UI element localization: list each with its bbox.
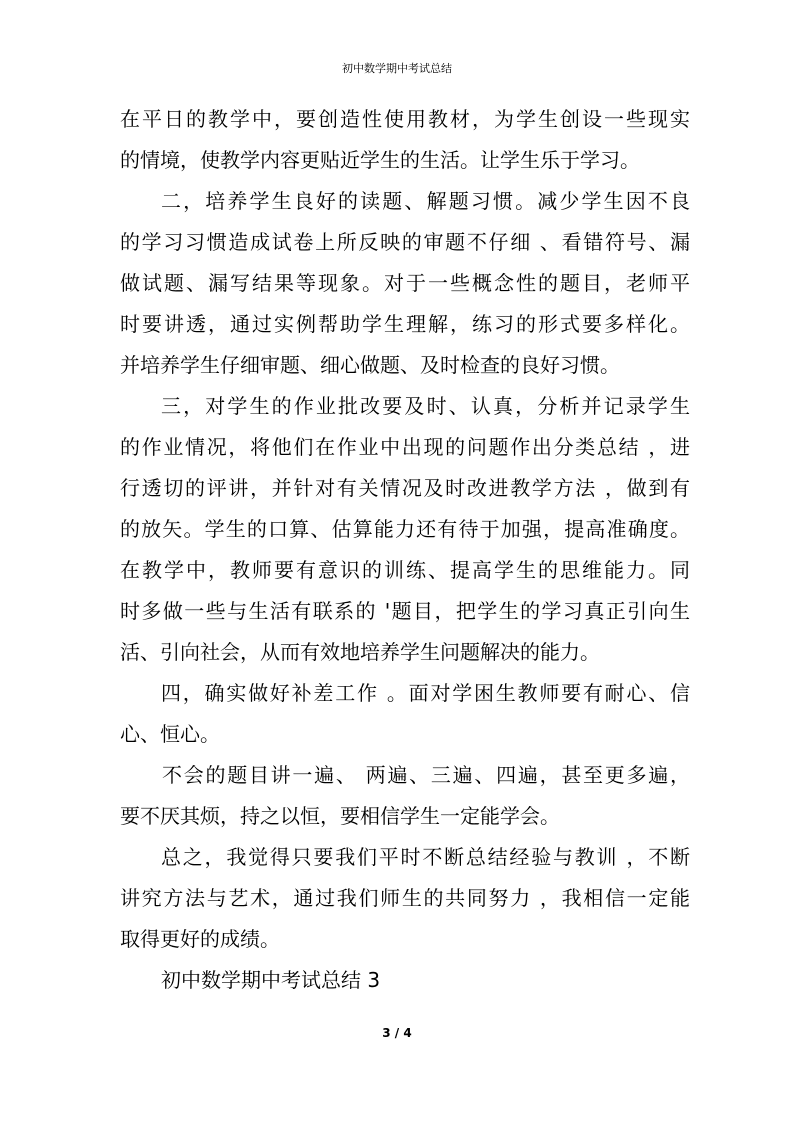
text-line: 的学习习惯造成试卷上所反映的审题不仔细 、看错符号、漏 [120, 230, 690, 254]
text-line: 心、恒心。 [120, 722, 220, 746]
page-number: 3 / 4 [382, 1026, 412, 1040]
text-line: 要不厌其烦，持之以恒，要相信学生一定能学会。 [120, 804, 560, 828]
text-line: 二，培养学生良好的读题、解题习惯。减少学生因不良 [161, 189, 690, 213]
text-line: 的作业情况，将他们在作业中出现的问题作出分类总结 ，进 [120, 435, 690, 459]
document-body [120, 99, 690, 1001]
text-line: 的情境，使教学内容更贴近学生的生活。让学生乐于学习。 [120, 148, 640, 172]
text-line: 行透切的评讲，并针对有关情况及时改进教学方法 ，做到有 [120, 476, 690, 500]
text-line: 并培养学生仔细审题、细心做题、及时检查的良好习惯。 [120, 353, 620, 377]
text-line: 讲究方法与艺术，通过我们师生的共同努力 ，我相信一定能 [120, 886, 690, 910]
text-line: 在平日的教学中，要创造性使用教材，为学生创设一些现实 [120, 107, 690, 131]
text-line: 的放矢。学生的口算、估算能力还有待于加强，提高准确度。 [120, 517, 690, 541]
text-line: 取得更好的成绩。 [120, 927, 280, 951]
text-line: 三，对学生的作业批改要及时、认真，分析并记录学生 [161, 394, 690, 418]
text-line: 在教学中，教师要有意识的训练、提高学生的思维能力。同 [120, 558, 690, 582]
text-line: 不会的题目讲一遍、 两遍、三遍、四遍，甚至更多遍， [162, 763, 690, 787]
text-line: 活、引向社会，从而有效地培养学生问题解决的能力。 [120, 640, 600, 664]
section-heading: 初中数学期中考试总结 3 [161, 968, 381, 992]
text-line: 时多做一些与生活有联系的 '题目，把学生的学习真正引向生 [120, 599, 690, 623]
text-line: 时要讲透，通过实例帮助学生理解，练习的形式要多样化。 [120, 312, 690, 336]
text-line: 总之，我觉得只要我们平时不断总结经验与教训 ，不断 [161, 845, 690, 869]
text-line: 做试题、漏写结果等现象。对于一些概念性的题目，老师平 [120, 271, 690, 295]
page-header-title: 初中数学期中考试总结 [342, 62, 452, 75]
text-line: 四，确实做好补差工作 。面对学困生教师要有耐心、信 [161, 681, 690, 705]
